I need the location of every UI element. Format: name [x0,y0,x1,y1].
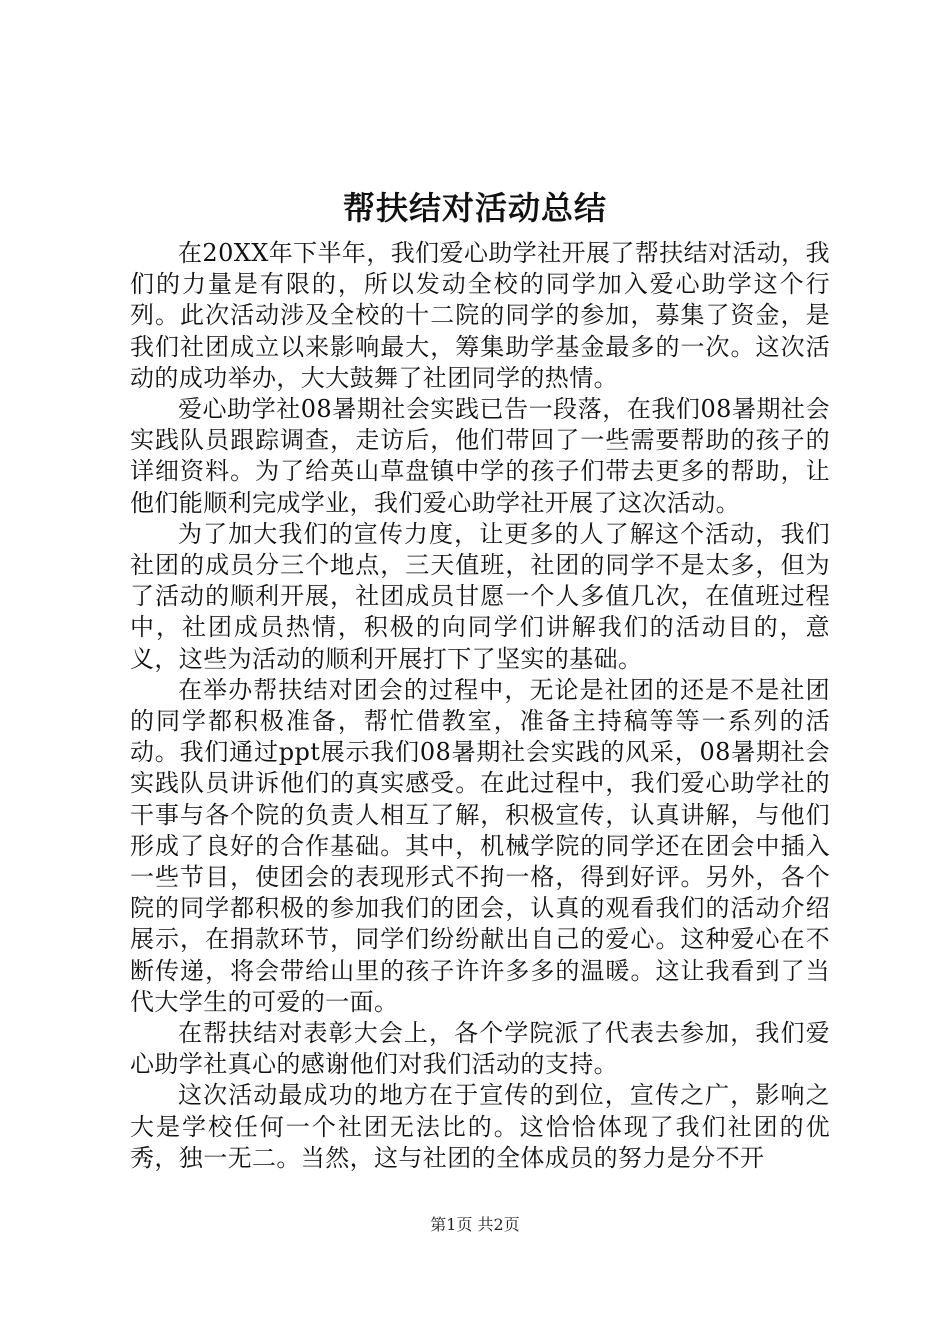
paragraph: 在举办帮扶结对团会的过程中，无论是社团的还是不是社团的同学都积极准备，帮忙借教室，准备主持稿等等一系列的活动。我们通过ppt展示我们08暑期社会实践的风采，08暑期社会实践队员讲诉他们的真实感受。在此过程中，我们爱心助学社的干事与各个院的负责人相互了解，积极宣传，认真讲解，与他们形成了良好的合作基础。其中，机械学院的同学还在团会中插入一些节目，使团会的表现形式不拘一格，得到好评。另外，各个院的同学都积极的参加我们的团会，认真的观看我们的活动介绍展示，在捐款环节，同学们纷纷献出自己的爱心。这种爱心在不断传递，将会带给山里的孩子许许多多的温暖。这让我看到了当代大学生的可爱的一面。 [130,675,830,1016]
paragraph: 为了加大我们的宣传力度，让更多的人了解这个活动，我们社团的成员分三个地点，三天值班，社团的同学不是太多，但为了活动的顺利开展，社团成员甘愿一个人多值几次，在值班过程中，社团成员热情，积极的向同学们讲解我们的活动目的，意义，这些为活动的顺利开展打下了坚实的基础。 [130,519,830,673]
paragraph: 在20XX年下半年，我们爱心助学社开展了帮扶结对活动，我们的力量是有限的，所以发动全校的同学加入爱心助学这个行列。此次活动涉及全校的十二院的同学的参加，募集了资金，是我们社团成立以来影响最大，筹集助学基金最多的一次。这次活动的成功举办，大大鼓舞了社团同学的热情。 [130,239,830,392]
paragraph: 在帮扶结对表彰大会上，各个学院派了代表去参加，我们爱心助学社真心的感谢他们对我们活动的支持。 [130,1019,830,1079]
document-title: 帮扶结对活动总结 [342,189,607,227]
document-body [130,238,830,1174]
paragraph: 爱心助学社08暑期社会实践已告一段落，在我们08暑期社会实践队员跟踪调查，走访后，他们带回了一些需要帮助的孩子的详细资料。为了给英山草盘镇中学的孩子们带去更多的帮助，让他们能顺利完成学业，我们爱心助学社开展了这次活动。 [130,395,830,517]
paragraph: 这次活动最成功的地方在于宣传的到位，宣传之广，影响之大是学校任何一个社团无法比的。这恰恰体现了我们社团的优秀，独一无二。当然，这与社团的全体成员的努力是分不开 [130,1081,830,1172]
page-number-footer: 第1页 共2页 [430,1215,520,1234]
